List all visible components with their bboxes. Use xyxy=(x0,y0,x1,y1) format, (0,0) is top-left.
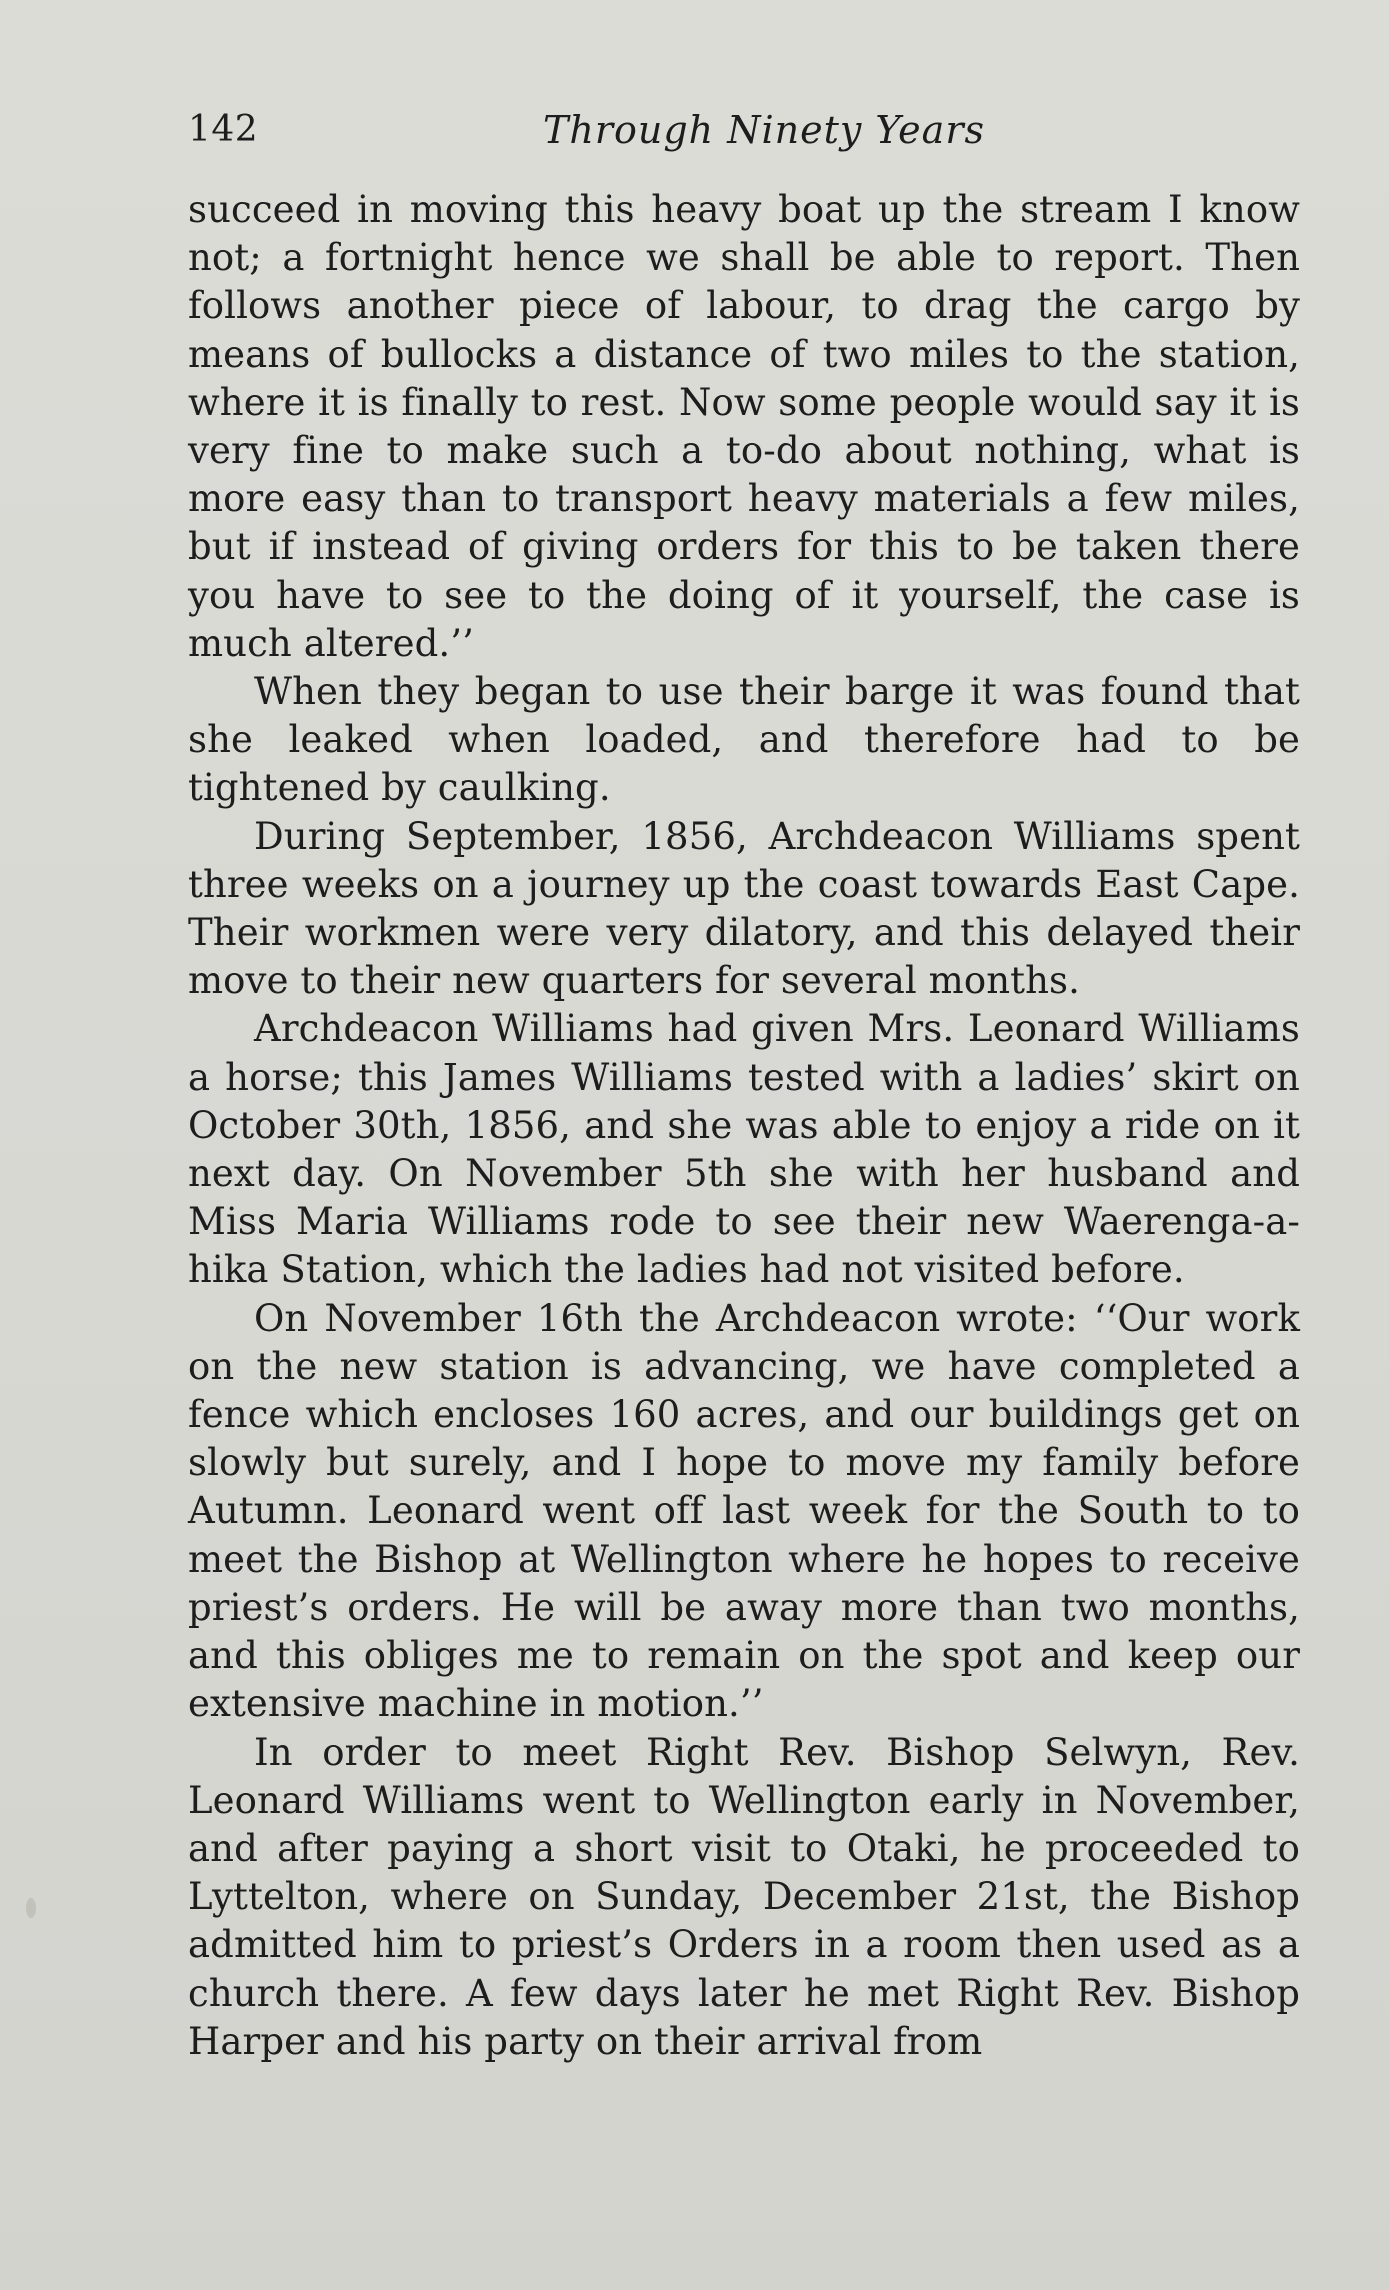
body-text xyxy=(188,186,1300,2066)
paragraph-continued: succeed in moving this heavy boat up the stream I know not; a fortnight hence we shall be able to report. Then follows another piece of labour, to drag the cargo by means of bullocks a distance of two miles to the station, where it is finally to rest. Now some people would say it is very fine to make such a to-do about nothing, what is more easy than to transport heavy materials a few miles, but if instead of giving orders for this to be taken there you have to see to the doing of it yourself, the case is much altered.’’ xyxy=(188,188,1300,665)
page-number: 142 xyxy=(188,109,259,150)
paragraph-horse: Archdeacon Williams had given Mrs. Leonard Williams a horse; this James Williams tested with a ladies’ skirt on October 30th, 1856, and she was able to enjoy a ride on it next day. On November 5th she with her husband and Miss Maria Williams rode to see their new Waerenga-a-hika Station, which the ladies had not visited before. xyxy=(188,1007,1300,1292)
paragraph-east-cape-journey: During September, 1856, Archdeacon Williams spent three weeks on a journey up the coast towards East Cape. Their workmen were very dilatory, and this delayed their move to their new quarters for several months. xyxy=(188,814,1300,1003)
paragraph-priest-orders: In order to meet Right Rev. Bishop Selwyn, Rev. Leonard Williams went to Wellington early in November, and after paying a short visit to Otaki, he proceeded to Lyttelton, where on Sunday, December 21st, the Bishop admitted him to priest’s Orders in a room then used as a church there. A few days later he met Right Rev. Bishop Harper and his party on their arrival from xyxy=(188,1730,1300,2063)
page-header xyxy=(188,100,1300,160)
paragraph-archdeacon-letter: On November 16th the Archdeacon wrote: ‘‘Our work on the new station is advancing, we have completed a fence which encloses 160 acres, and our buildings get on slowly but surely, and I hope to move my family before Autumn. Leonard went off last week for the South to to meet the Bishop at Wellington where he hopes to receive priest’s orders. He will be away more than two months, and this obliges me to remain on the spot and keep our extensive machine in motion.’’ xyxy=(188,1296,1300,1726)
running-title: Through Ninety Years xyxy=(543,108,985,152)
paper-speck xyxy=(26,1898,36,1918)
paragraph-barge: When they began to use their barge it was found that she leaked when loaded, and therefore had to be tightened by caulking. xyxy=(188,670,1300,810)
